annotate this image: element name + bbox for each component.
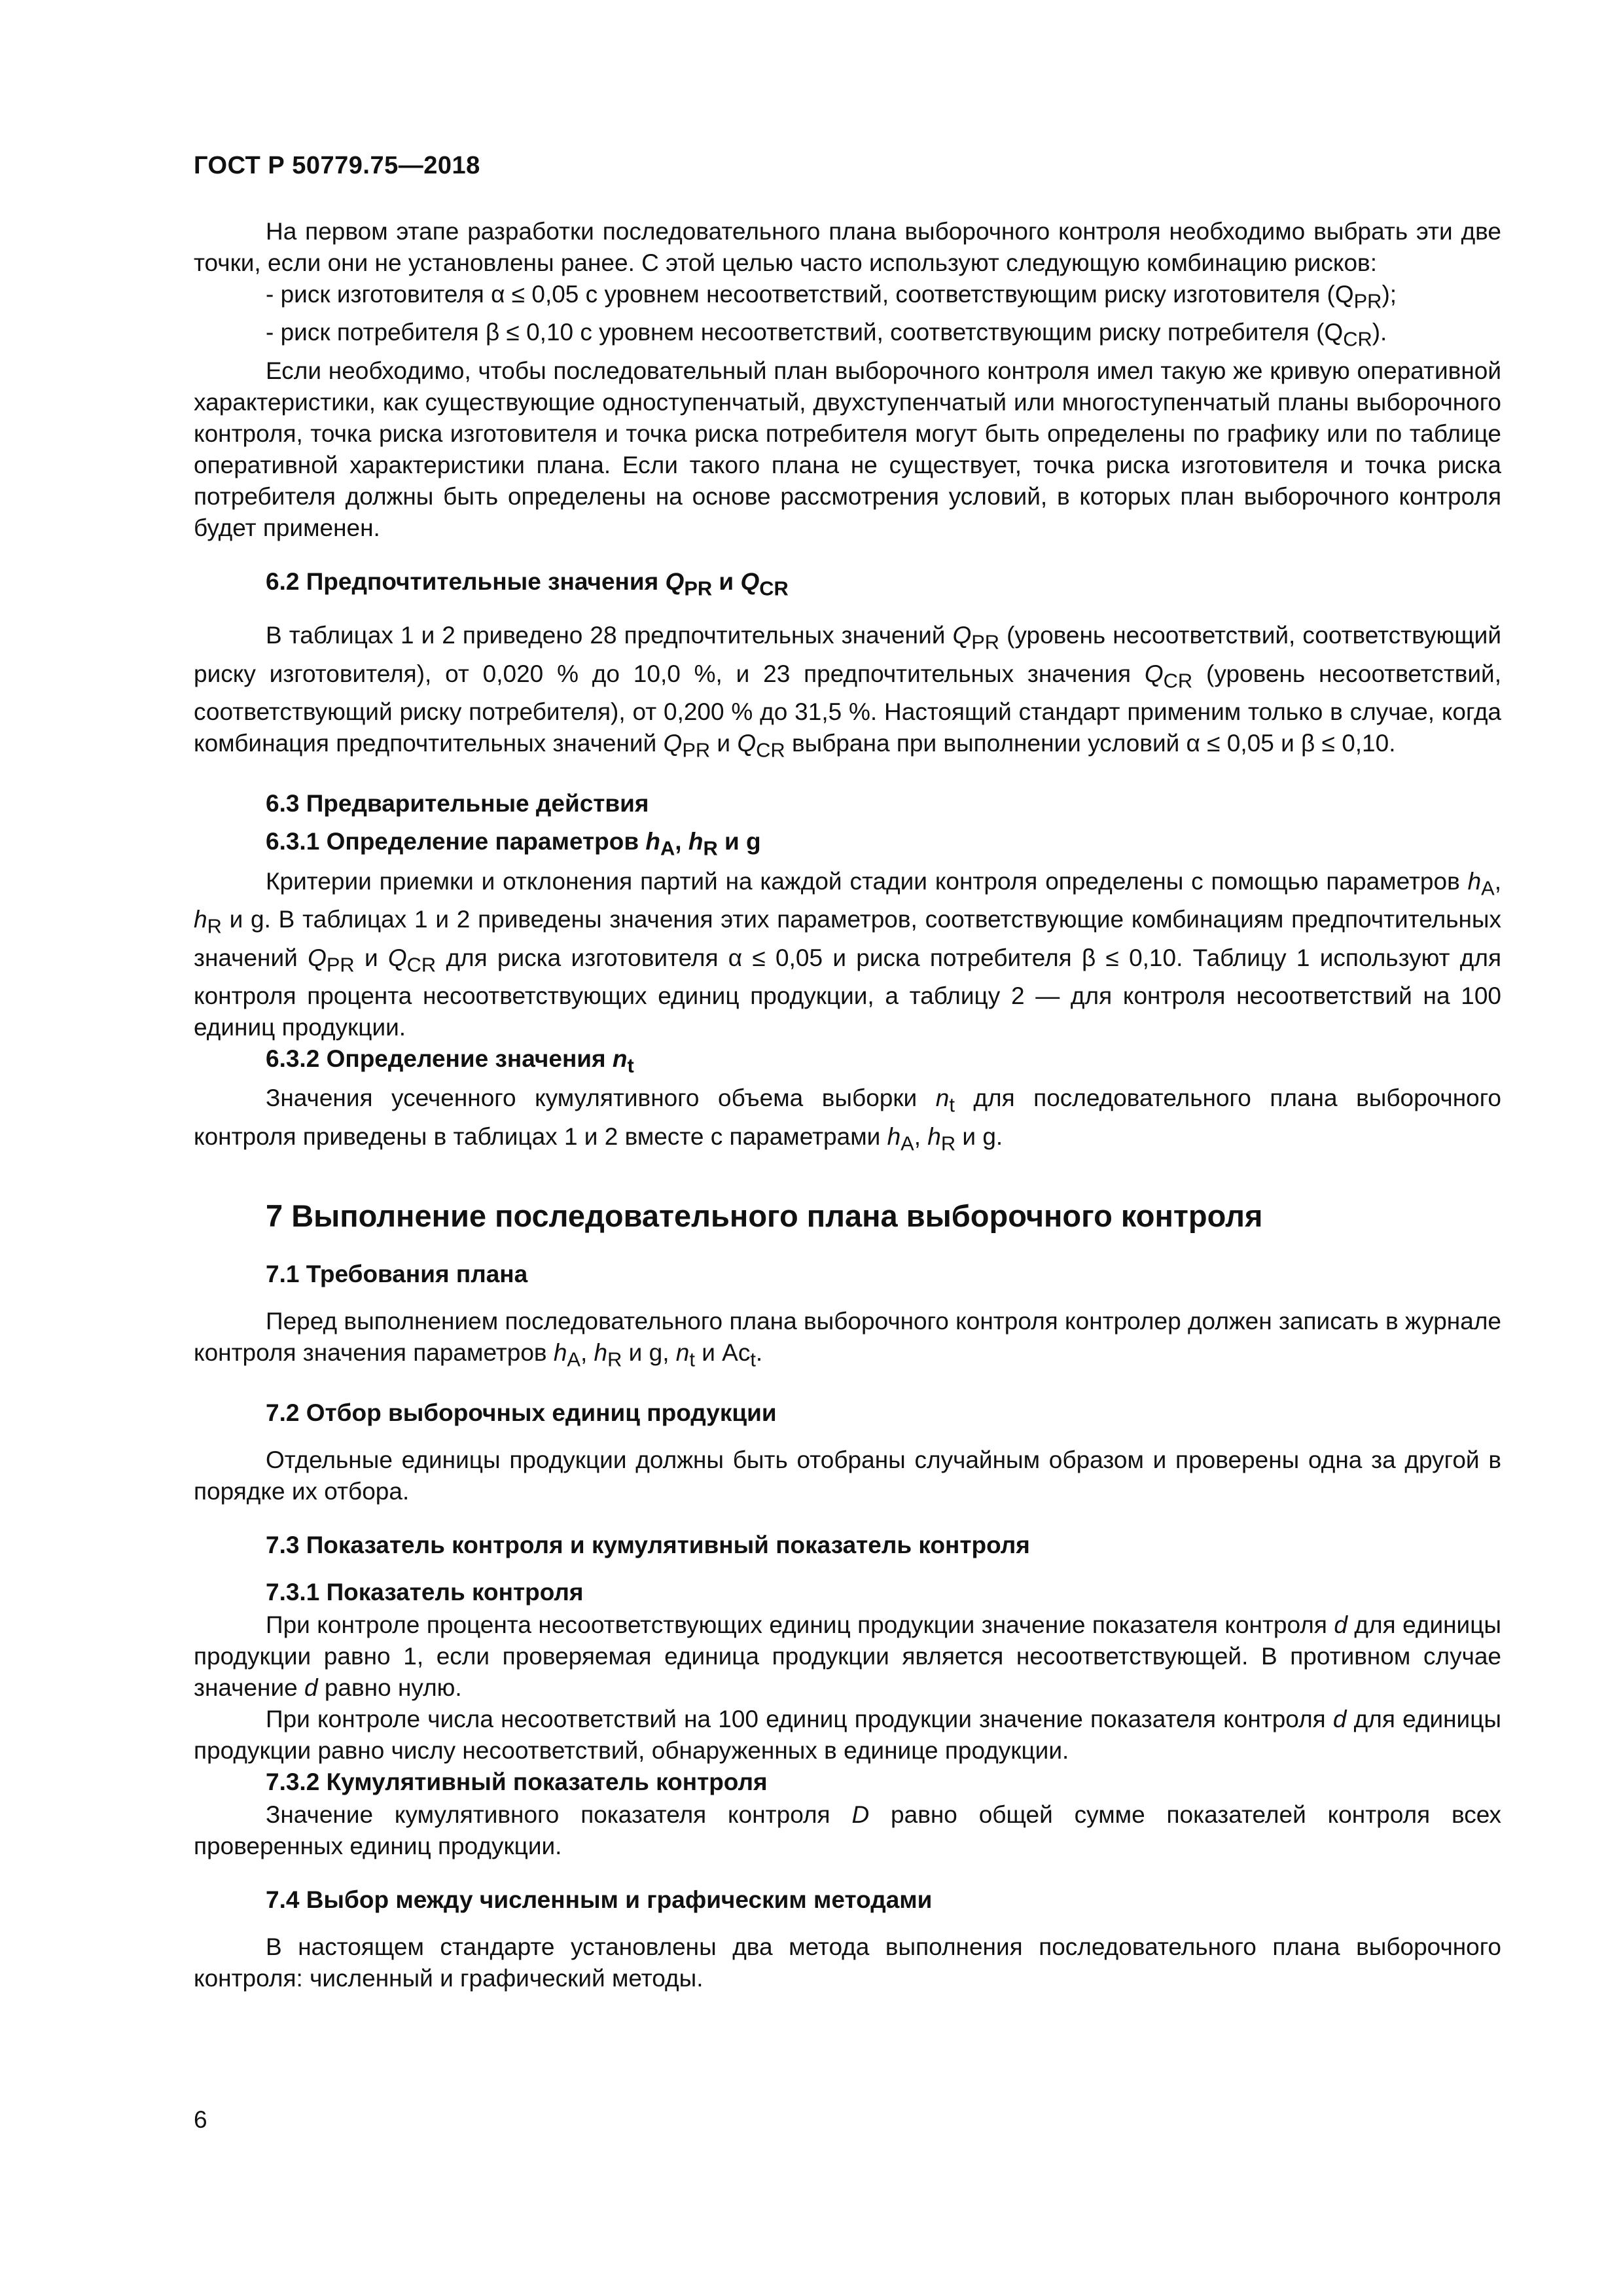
document-header: ГОСТ Р 50779.75—2018 xyxy=(194,152,480,179)
section-heading-7-3-1: 7.3.1 Показатель контроля xyxy=(266,1579,584,1606)
section-heading-6-3-2: 6.3.2 Определение значения $n_t$ xyxy=(266,1045,634,1077)
section-heading-7-4: 7.4 Выбор между численным и графическим методами xyxy=(266,1886,933,1914)
paragraph: На первом этапе разработки последовательного плана выборочного контроля необходимо выбрать эти две точки, если они не установлены ранее. С этой целью часто используют следующую комбинацию рисков: xyxy=(194,218,1501,276)
paragraph: Значения усеченного кумулятивного объема выборки $n_t$ для последовательного плана выборочного контроля приведены в таблицах 1 и 2 вместе с параметрами $h_A$, $h_R$ и g. xyxy=(194,1085,1501,1155)
paragraph: Критерии приемки и отклонения партий на каждой стадии контроля определены с помощью параметров $h_A$, $h_R$ и g. В таблицах 1 и 2 приведены значения этих параметров, соответствующие комбинациям предпочтительных значений $Q_{PR}$ и $Q_{CR}$ для риска изготовителя α ≤ 0,05 и риска потребителя β ≤ 0,10. Таблицу 1 используют для контроля процента несоответствующих единиц продукции, а таблицу 2 — для контроля несоответствий на 100 единиц продукции. xyxy=(194,867,1501,1041)
section-heading-6-3: 6.3 Предварительные действия xyxy=(266,790,649,817)
paragraph-risk-consumer: - риск потребителя β ≤ 0,10 с уровнем несоответствий, соответствующим риску потребителя $(Q_{CR})$. xyxy=(266,319,1387,351)
paragraph: Если необходимо, чтобы последовательный план выборочного контроля имел такую же кривую оперативной характеристики, как существующие одноступенчатый, двухступенчатый или многоступенчатый планы выборочного контроля, точка риска изготовителя и точка риска потребителя могут быть определены по графику или по таблице оперативной характеристики плана. Если такого плана не существует, точка риска изготовителя и точка риска потребителя должны быть определены на основе рассмотрения условий, в которых план выборочного контроля будет применен. xyxy=(194,357,1501,541)
section-heading-7-1: 7.1 Требования плана xyxy=(266,1261,528,1288)
paragraph: При контроле числа несоответствий на 100 единиц продукции значение показателя контроля d для единицы продукции равно числу несоответствий, обнаруженных в единице продукции. xyxy=(194,1706,1501,1765)
section-heading-7-2: 7.2 Отбор выборочных единиц продукции xyxy=(266,1399,777,1427)
paragraph: При контроле процента несоответствующих единиц продукции значение показателя контроля d для единицы продукции равно 1, если проверяемая единица продукции является несоответствующей. В противном случае значение d равно нулю. xyxy=(194,1611,1501,1702)
section-heading-6-3-1: 6.3.1 Определение параметров $h_A$, $h_R$ и g xyxy=(266,828,761,860)
document-body xyxy=(194,216,1501,1994)
paragraph-risk-producer: - риск изготовителя α ≤ 0,05 с уровнем несоответствий, соответствующим риску изготовителя $(Q_{PR})$; xyxy=(266,281,1397,313)
section-heading-7-3: 7.3 Показатель контроля и кумулятивный показатель контроля xyxy=(266,1532,1030,1559)
section-heading-7-3-2: 7.3.2 Кумулятивный показатель контроля xyxy=(266,1768,768,1796)
paragraph: Отдельные единицы продукции должны быть отобраны случайным образом и проверены одна за другой в порядке их отбора. xyxy=(194,1446,1501,1505)
paragraph: В настоящем стандарте установлены два метода выполнения последовательного плана выборочного контроля: численный и графический методы. xyxy=(194,1933,1501,1992)
section-heading-6-2: 6.2 Предпочтительные значения $Q_{PR}$ и $Q_{CR}$ xyxy=(266,567,789,600)
paragraph: Перед выполнением последовательного плана выборочного контроля контролер должен записать в журнале контроля значения параметров $h_A$, $h_R$ и g, $n_t$ и $Ac_t$. xyxy=(194,1308,1501,1371)
chapter-heading-7: 7 Выполнение последовательного плана выборочного контроля xyxy=(266,1198,1263,1234)
paragraph: Значение кумулятивного показателя контроля D равно общей сумме показателей контроля всех проверенных единиц продукции. xyxy=(194,1801,1501,1860)
page-number: 6 xyxy=(194,2106,207,2133)
paragraph: В таблицах 1 и 2 приведено 28 предпочтительных значений $Q_{PR}$ (уровень несоответствий, соответствующий риску изготовителя), от 0,020 % до 10,0 %, и 23 предпочтительных значения $Q_{CR}$ (уровень несоответствий, соответствующий риску потребителя), от 0,200 % до 31,5 %. Настоящий стандарт применим только в случае, когда комбинация предпочтительных значений $Q_{PR}$ и $Q_{CR}$ выбрана при выполнении условий α ≤ 0,05 и β ≤ 0,10. xyxy=(194,622,1502,762)
